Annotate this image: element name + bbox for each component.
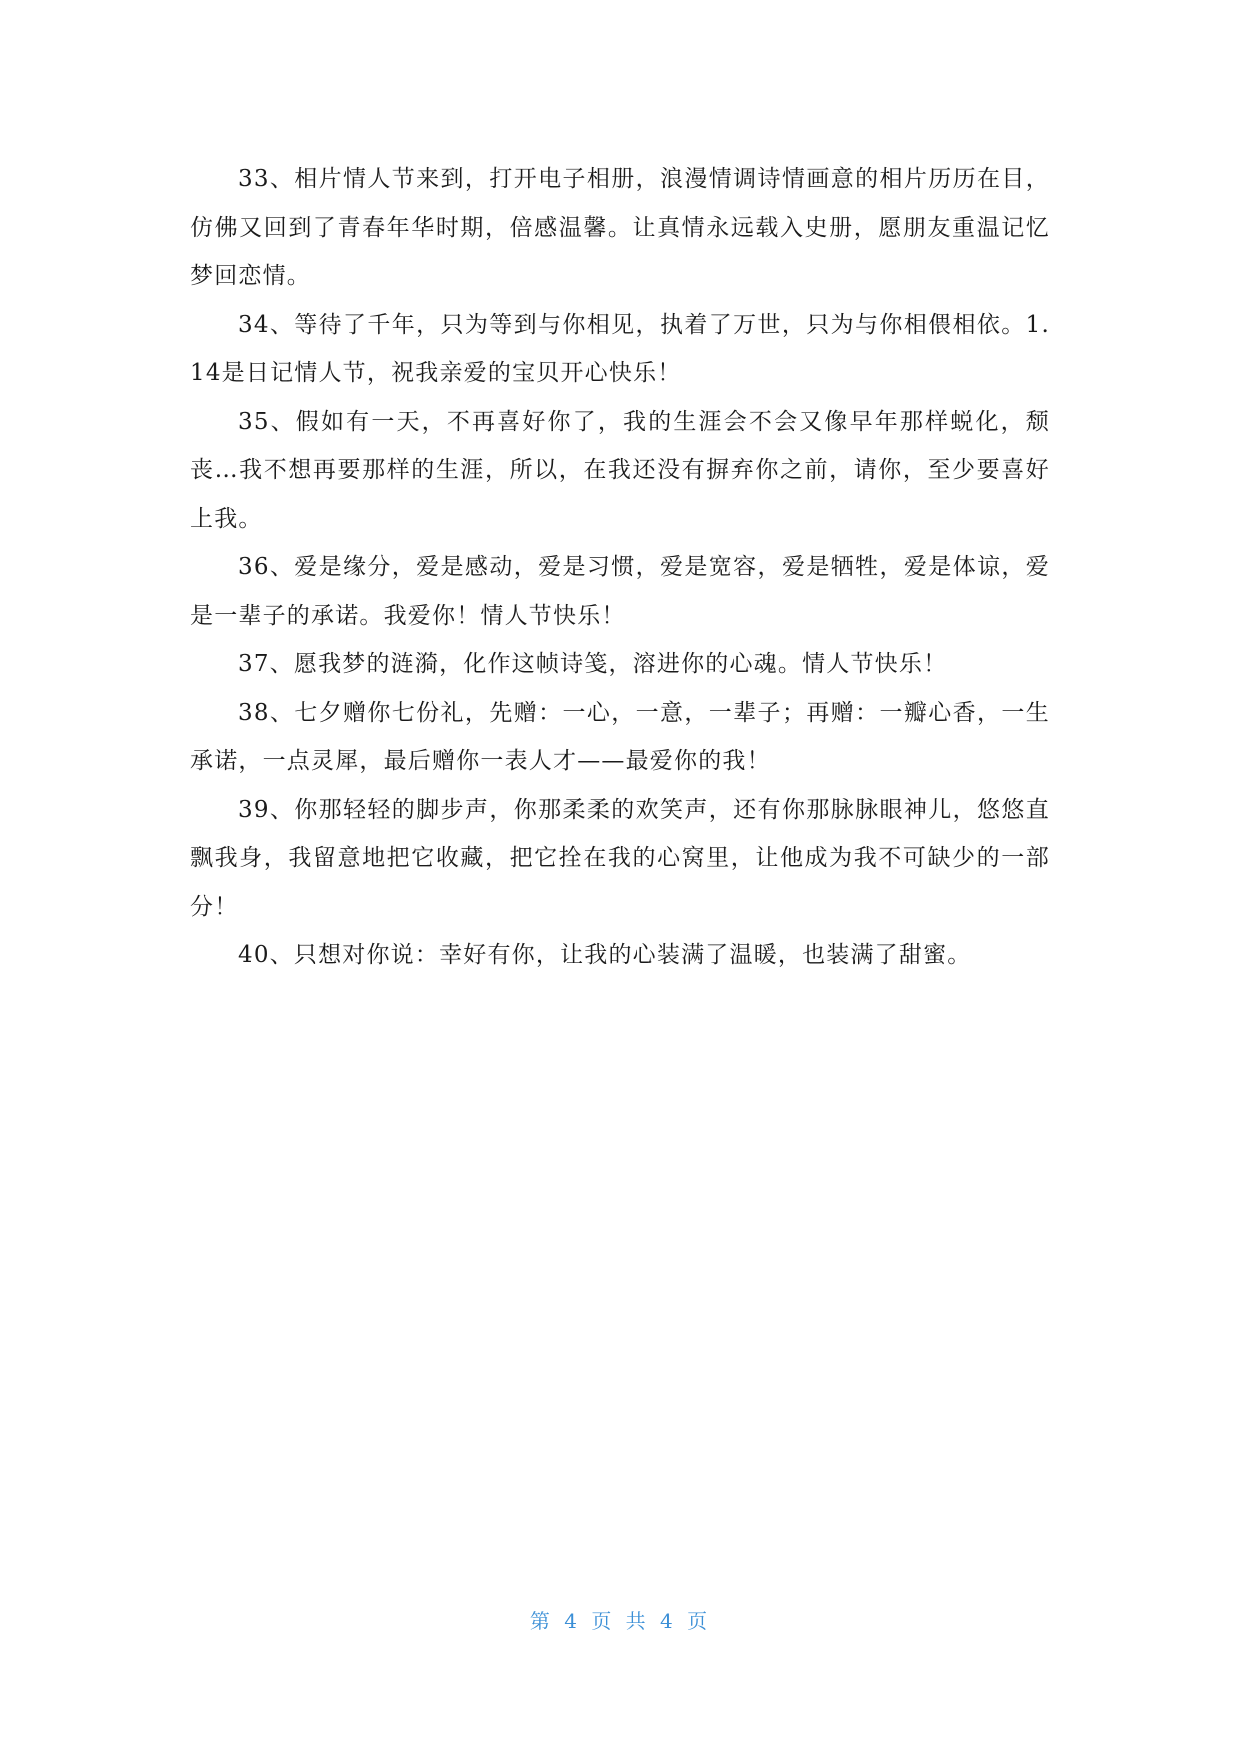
- page-footer: [0, 1605, 1241, 1634]
- paragraph-35: 35、假如有一天，不再喜好你了，我的生涯会不会又像早年那样蜕化，颓丧…我不想再要那样的生涯，所以，在我还没有摒弃你之前，请你，至少要喜好上我。: [190, 408, 1050, 532]
- paragraph-34: 34、等待了千年，只为等到与你相见，执着了万世，只为与你相偎相依。1.14是日记情人节，祝我亲爱的宝贝开心快乐！: [190, 311, 1050, 386]
- paragraph-33: 33、相片情人节来到，打开电子相册，浪漫情调诗情画意的相片历历在目，仿佛又回到了青春年华时期，倍感温馨。让真情永远载入史册，愿朋友重温记忆梦回恋情。: [190, 166, 1050, 289]
- paragraph-38: 38、七夕赠你七份礼，先赠：一心，一意，一辈子；再赠：一瓣心香，一生承诺，一点灵犀，最后赠你一表人才——最爱你的我！: [190, 699, 1050, 774]
- document-body: [190, 155, 1050, 980]
- page-number-label: 第 4 页 共 4 页: [529, 1609, 712, 1633]
- paragraph-37: 37、愿我梦的涟漪，化作这帧诗笺，溶进你的心魂。情人节快乐！: [238, 651, 948, 677]
- paragraph-39: 39、你那轻轻的脚步声，你那柔柔的欢笑声，还有你那脉脉眼神儿，悠悠直飘我身，我留意地把它收藏，把它拴在我的心窝里，让他成为我不可缺少的一部分！: [190, 796, 1050, 920]
- paragraph-36: 36、爱是缘分，爱是感动，爱是习惯，爱是宽容，爱是牺牲，爱是体谅，爱是一辈子的承诺。我爱你！情人节快乐！: [190, 554, 1050, 629]
- paragraph-40: 40、只想对你说：幸好有你，让我的心装满了温暖，也装满了甜蜜。: [238, 942, 972, 968]
